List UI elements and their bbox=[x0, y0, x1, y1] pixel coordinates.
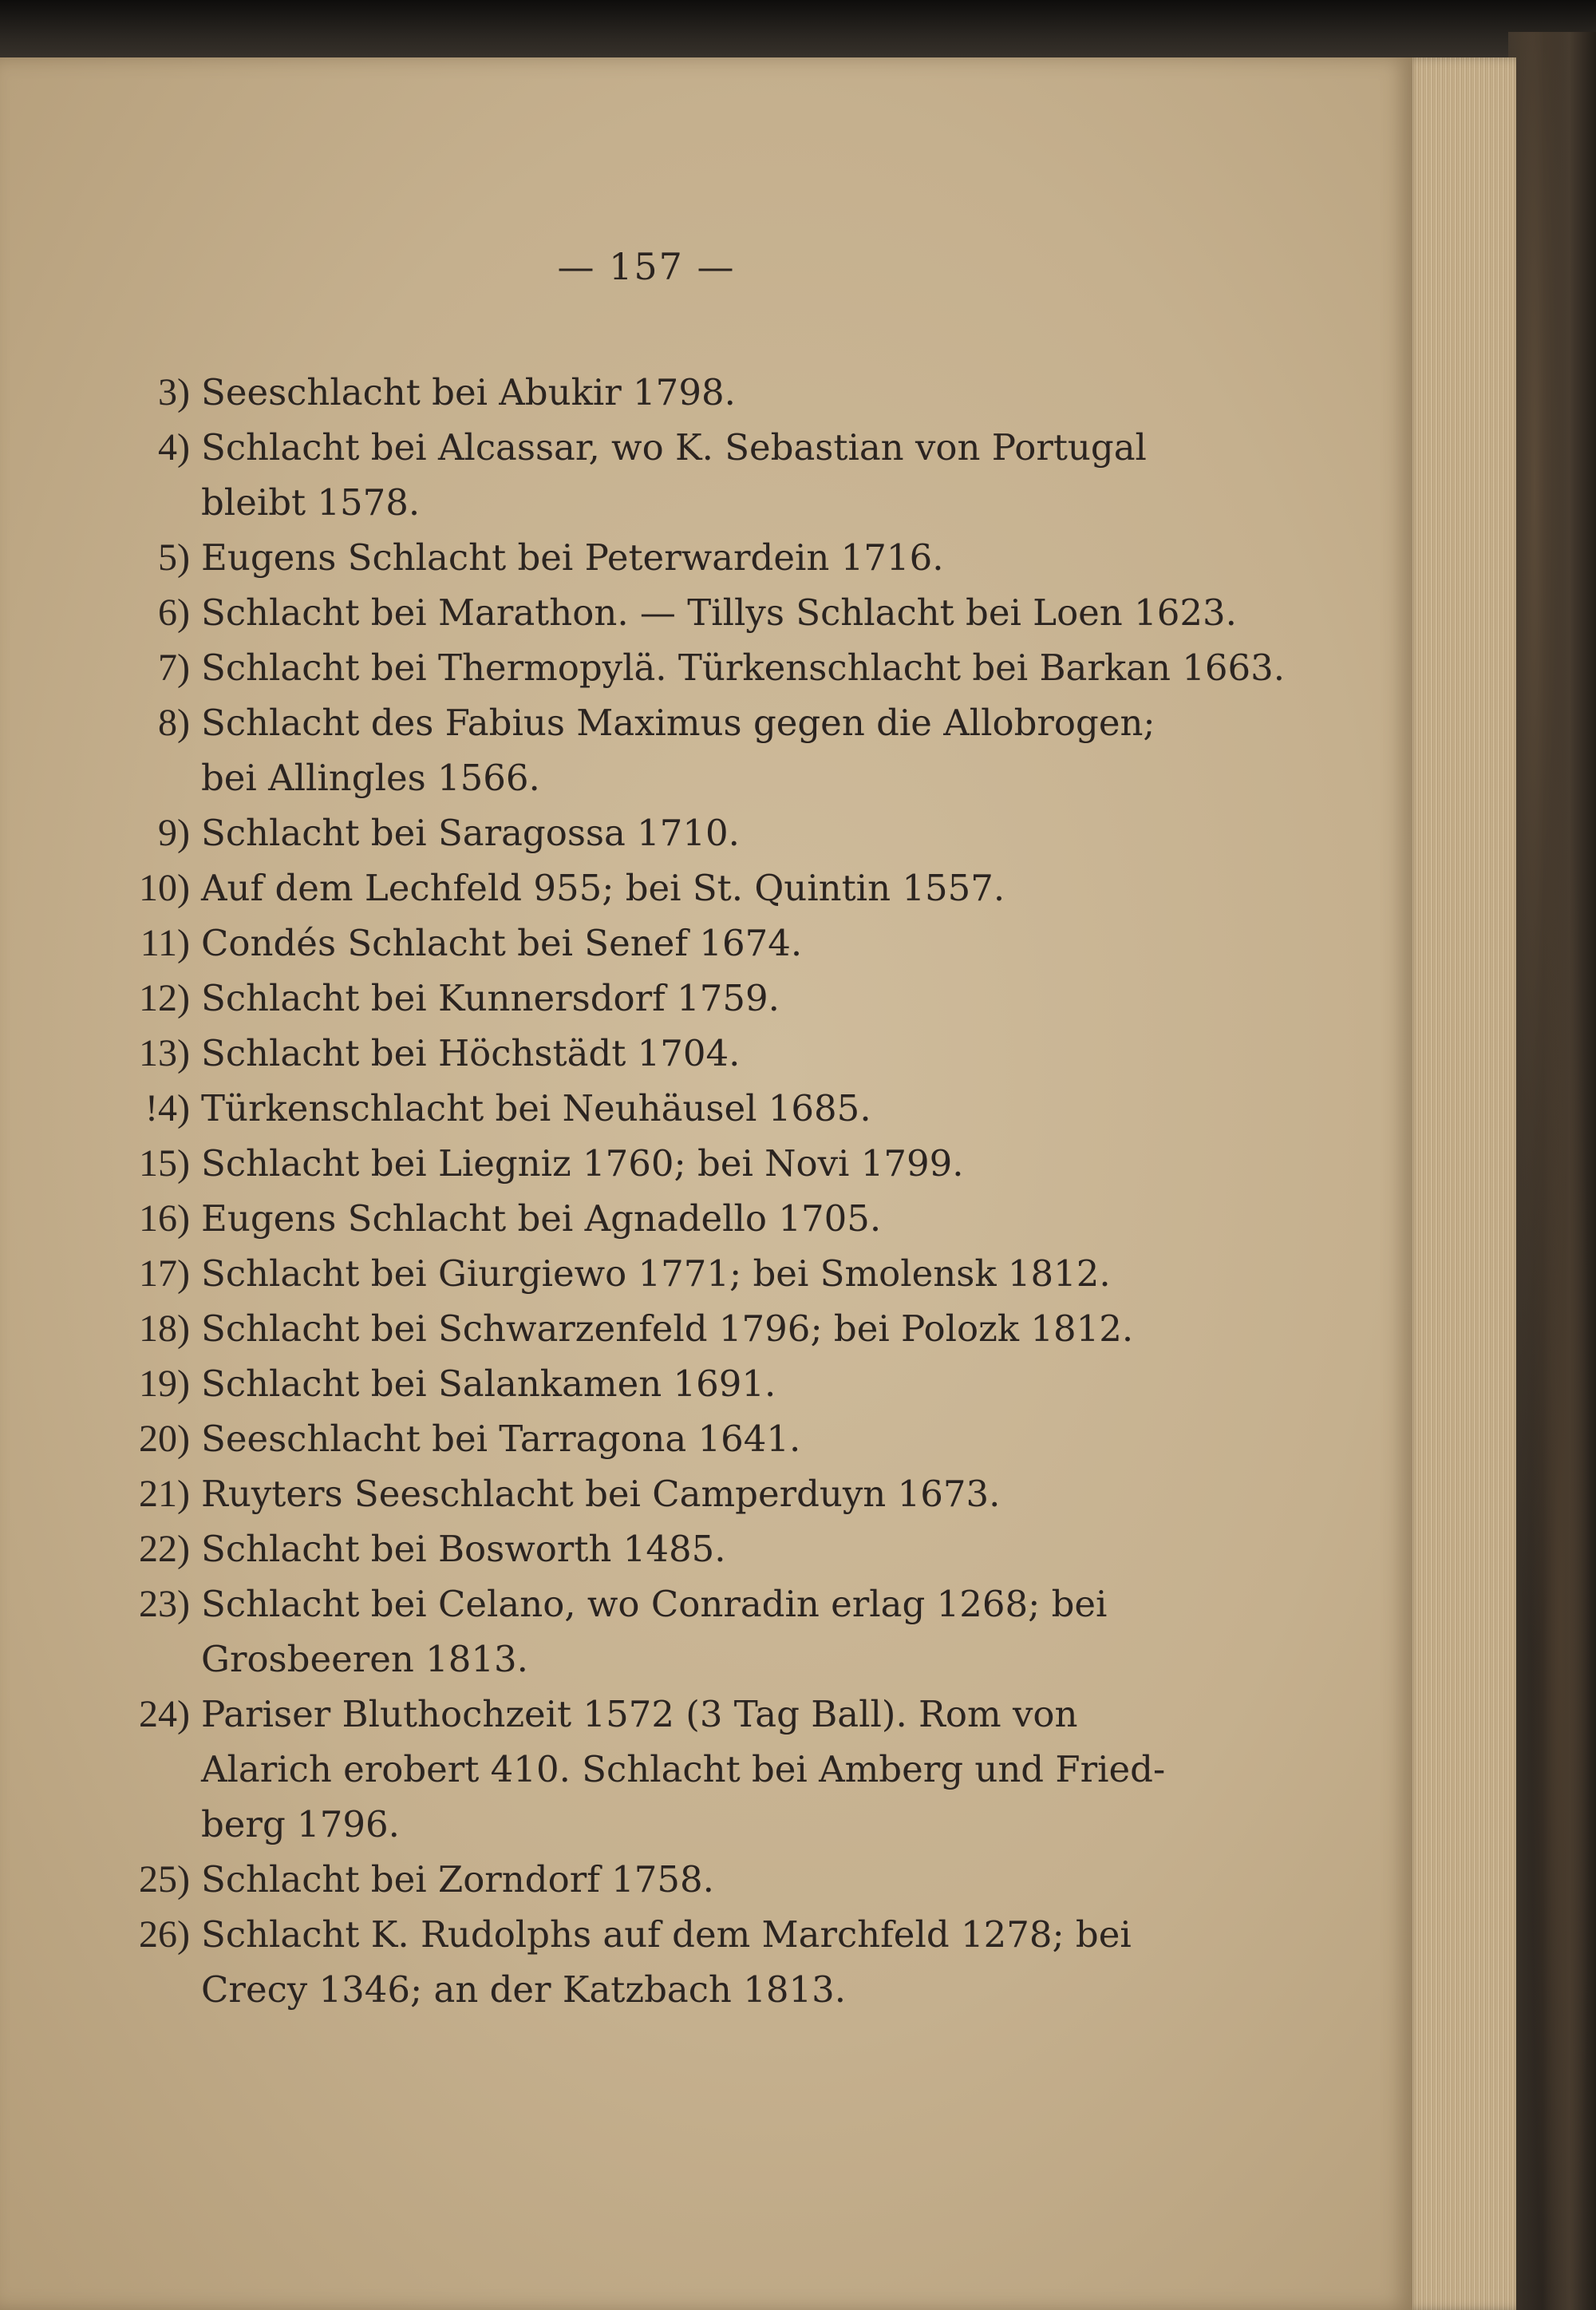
page-number: — 157 — bbox=[557, 245, 736, 288]
list-item bbox=[112, 1852, 1149, 1907]
list-item bbox=[112, 695, 1156, 805]
book-spine bbox=[1508, 32, 1596, 2310]
entry-text-line: Schlacht bei Schwarzenfeld 1796; bei Polozk 1812. bbox=[201, 1307, 1134, 1350]
entry-text-line: Schlacht bei Saragossa 1710. bbox=[201, 812, 740, 854]
entry-number: 18) bbox=[139, 1307, 190, 1350]
list-item bbox=[112, 1026, 1149, 1081]
entry-number: 25) bbox=[139, 1858, 190, 1901]
entry-number: 4) bbox=[158, 426, 190, 469]
entry-text-line: Ruyters Seeschlacht bei Camperduyn 1673. bbox=[201, 1473, 1001, 1515]
entry-text-line: Schlacht bei Höchstädt 1704. bbox=[201, 1032, 741, 1074]
entry-text-line: Seeschlacht bei Tarragona 1641. bbox=[201, 1418, 801, 1460]
entry-number: 20) bbox=[139, 1418, 190, 1460]
entry-number: 13) bbox=[139, 1032, 190, 1074]
list-item bbox=[112, 1411, 1149, 1466]
entry-number: 17) bbox=[139, 1252, 190, 1295]
list-item bbox=[112, 1191, 1149, 1246]
entry-text-line: Crecy 1346; an der Katzbach 1813. bbox=[201, 1968, 847, 2011]
entry-text-line: Eugens Schlacht bei Agnadello 1705. bbox=[201, 1197, 882, 1240]
entry-number: 10) bbox=[139, 867, 190, 909]
entry-number: 6) bbox=[158, 591, 190, 634]
entry-text-line: Schlacht K. Rudolphs auf dem Marchfeld 1278; bei bbox=[201, 1913, 1132, 1956]
list-item bbox=[112, 971, 1149, 1026]
entry-text-line: Schlacht bei Giurgiewo 1771; bei Smolensk 1812. bbox=[201, 1252, 1111, 1295]
entry-number: 21) bbox=[139, 1473, 190, 1515]
entry-text-line: Schlacht bei Alcassar, wo K. Sebastian von Portugal bbox=[201, 426, 1147, 469]
entry-text-line: Schlacht bei Liegniz 1760; bei Novi 1799. bbox=[201, 1142, 964, 1185]
list-item bbox=[112, 916, 1149, 971]
entry-text-line: Schlacht bei Zorndorf 1758. bbox=[201, 1858, 714, 1901]
entry-text-line: bleibt 1578. bbox=[201, 481, 421, 524]
list-item bbox=[112, 1246, 1149, 1301]
entry-number: 9) bbox=[158, 812, 190, 854]
entry-text-line: Schlacht bei Marathon. — Tillys Schlacht bei Loen 1623. bbox=[201, 591, 1237, 634]
entry-text-line: Grosbeeren 1813. bbox=[201, 1638, 528, 1680]
entry-number: 12) bbox=[139, 977, 190, 1019]
list-item bbox=[112, 1081, 1149, 1136]
list-item bbox=[112, 1356, 1149, 1411]
list-item bbox=[112, 1136, 1149, 1191]
entry-number: 23) bbox=[139, 1583, 190, 1625]
entry-number: 15) bbox=[139, 1142, 190, 1185]
entry-number: 22) bbox=[139, 1528, 190, 1570]
entry-text-line: Condés Schlacht bei Senef 1674. bbox=[201, 922, 803, 964]
entry-text-line: Alarich erobert 410. Schlacht bei Amberg und Fried- bbox=[201, 1748, 1166, 1790]
list-item bbox=[112, 805, 1149, 860]
list-item bbox=[112, 1301, 1149, 1356]
entry-text-line: bei Allingles 1566. bbox=[201, 757, 540, 799]
list-item bbox=[112, 1907, 1149, 2017]
list-item bbox=[112, 585, 1237, 640]
entry-number: 8) bbox=[158, 702, 190, 744]
entry-text-line: Schlacht bei Celano, wo Conradin erlag 1268; bei bbox=[201, 1583, 1108, 1625]
entry-text-line: Schlacht bei Kunnersdorf 1759. bbox=[201, 977, 780, 1019]
book-cover-top bbox=[0, 0, 1596, 64]
page-edges bbox=[1404, 57, 1516, 2310]
entry-text-line: Schlacht bei Bosworth 1485. bbox=[201, 1528, 726, 1570]
list-item bbox=[112, 1521, 1149, 1576]
entry-text-line: Pariser Bluthochzeit 1572 (3 Tag Ball). Rom von bbox=[201, 1693, 1078, 1735]
entry-text-line: Türkenschlacht bei Neuhäusel 1685. bbox=[201, 1087, 871, 1129]
book-page bbox=[0, 57, 1412, 2310]
entry-text-line: Schlacht des Fabius Maximus gegen die Allobrogen; bbox=[201, 702, 1156, 744]
list-item bbox=[112, 860, 1149, 916]
entry-number: 3) bbox=[158, 371, 190, 413]
entry-number: 24) bbox=[139, 1693, 190, 1735]
entry-text-line: Schlacht bei Thermopylä. Türkenschlacht bei Barkan 1663. bbox=[201, 647, 1286, 689]
entry-number: 19) bbox=[139, 1363, 190, 1405]
entry-number: 16) bbox=[139, 1197, 190, 1240]
list-item bbox=[112, 1576, 1149, 1687]
battle-list bbox=[112, 365, 1286, 2017]
entry-text-line: Schlacht bei Salankamen 1691. bbox=[201, 1363, 776, 1405]
entry-text-line: Auf dem Lechfeld 955; bei St. Quintin 1557. bbox=[201, 867, 1005, 909]
entry-text-line: Seeschlacht bei Abukir 1798. bbox=[201, 371, 736, 413]
list-item bbox=[112, 420, 1149, 530]
list-item bbox=[112, 530, 1149, 585]
entry-number: !4) bbox=[145, 1087, 190, 1129]
entry-number: 5) bbox=[158, 536, 190, 579]
entry-text-line: berg 1796. bbox=[201, 1803, 400, 1845]
entry-number: 7) bbox=[158, 647, 190, 689]
entry-number: 11) bbox=[140, 922, 190, 964]
list-item bbox=[112, 640, 1286, 695]
entry-number: 26) bbox=[139, 1913, 190, 1956]
list-item bbox=[112, 365, 1149, 420]
entry-text-line: Eugens Schlacht bei Peterwardein 1716. bbox=[201, 536, 944, 579]
list-item bbox=[112, 1687, 1166, 1852]
list-item bbox=[112, 1466, 1149, 1521]
